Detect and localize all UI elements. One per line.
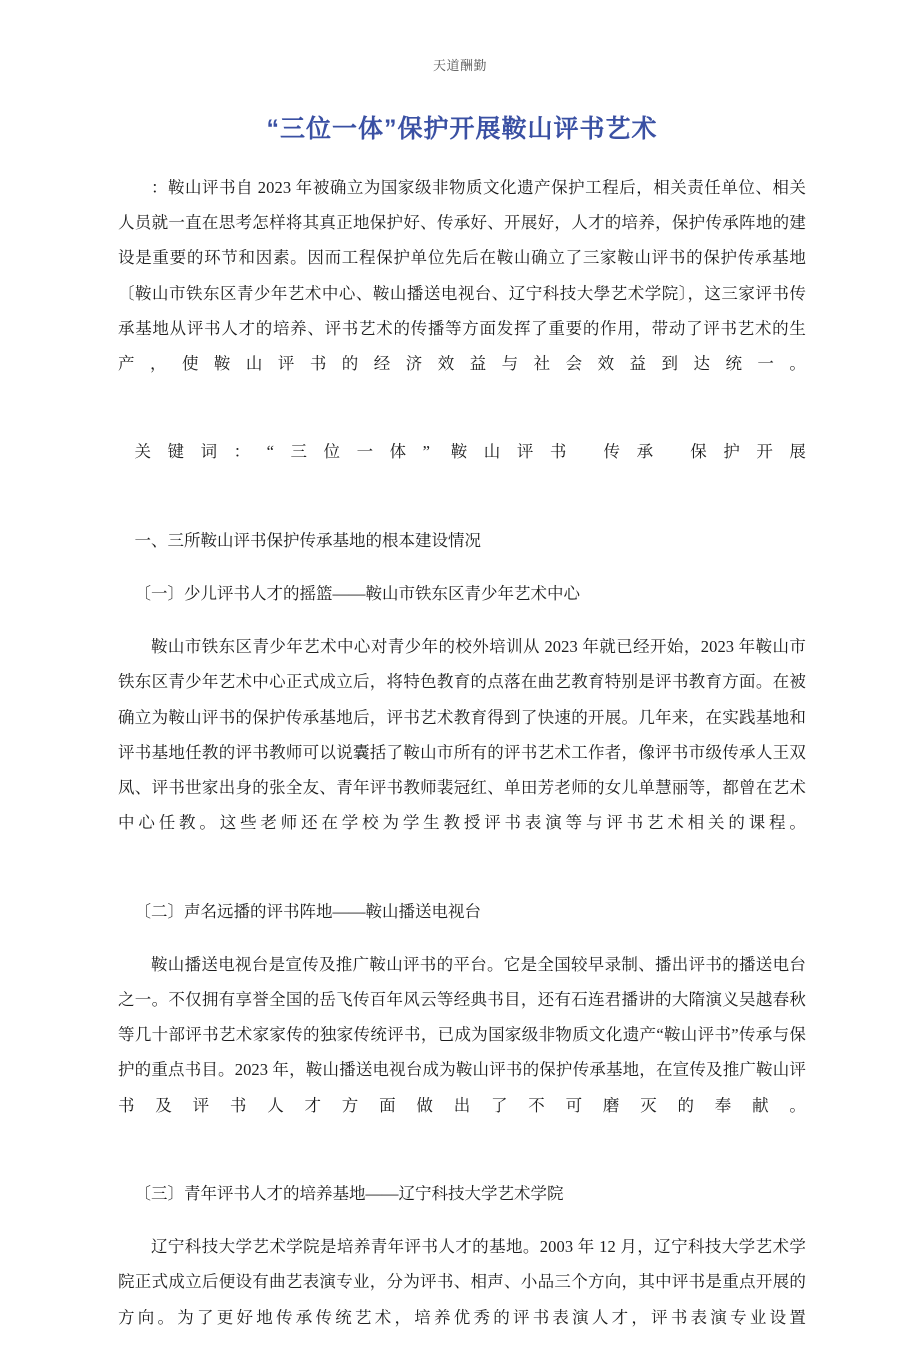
subsection-heading-1: 〔一〕少儿评书人才的摇篮——鞍山市铁东区青少年艺术中心 <box>134 584 580 604</box>
body-paragraph-1: 鞍山市铁东区青少年艺术中心对青少年的校外培训从 2023 年就已经开始，2023 年鞍山市铁东区青少年艺术中心正式成立后，将特色教育的点落在曲艺教育特别是评书教育方面。在被确立为鞍山评书的保护传承基地后，评书艺术教育得到了快速的开展。几年来，在实践基地和评书基地任教的评书教师可以说囊括了鞍山市所有的评书艺术工作者，像评书市级传承人王双凤、评书世家出身的张全友、青年评书教师裴冠红、单田芳老师的女儿单慧丽等，都曾在艺术中心任教。这些老师还在学校为学生教授评书表演等与评书艺术相关的课程。 <box>118 637 806 833</box>
document-content <box>118 112 806 1370</box>
body-paragraph-2: 鞍山播送电视台是宣传及推广鞍山评书的平台。它是全国较早录制、播出评书的播送电台之一。不仅拥有享誉全国的岳飞传百年风云等经典书目，还有石连君播讲的大隋演义吴越春秋等几十部评书艺术家家传的独家传统评书，已成为国家级非物质文化遗产“鞍山评书”传承与保护的重点书目。2023 年，鞍山播送电视台成为鞍山评书的保护传承基地，在宣传及推广鞍山评书及评书人才方面做出了不可磨灭的奉献。 <box>118 954 806 1115</box>
page-title: “三位一体”保护开展鞍山评书艺术 <box>266 115 658 143</box>
running-header: 天道酬勤 <box>432 58 487 73</box>
subsection-heading-2: 〔二〕声名远播的评书阵地——鞍山播送电视台 <box>134 901 481 921</box>
section-heading-1: 一、三所鞍山评书保护传承基地的根本建设情况 <box>134 530 481 550</box>
abstract-paragraph: ：鞍山评书自 2023 年被确立为国家级非物质文化遗产保护工程后，相关责任单位、相关人员就一直在思考怎样将其真正地保护好、传承好、开展好，人才的培养，保护传承阵地的建设是重要的环节和因素。因而工程保护单位先后在鞍山确立了三家鞍山评书的保护传承基地〔鞍山市铁东区青少年艺术中心、鞍山播送电视台、辽宁科技大學艺术学院〕，这三家评书传承基地从评书人才的培养、评书艺术的传播等方面发挥了重要的作用，带动了评书艺术的生产，使鞍山评书的经济效益与社会效益到达统一。 <box>118 178 806 374</box>
keywords-line: 关键词：“三位一体” 鞍山评书 传承 保护开展 <box>134 442 806 462</box>
body-paragraph-3: 辽宁科技大学艺术学院是培养青年评书人才的基地。2003 年 12 月，辽宁科技大学艺术学院正式成立后便设有曲艺表演专业，分为评书、相声、小品三个方向，其中评书是重点开展的方向。为了更好地传承传统艺术，培养优秀的评书表演人才，评书表演专业设置 <box>118 1237 806 1327</box>
subsection-heading-3: 〔三〕青年评书人才的培养基地——辽宁科技大学艺术学院 <box>134 1184 564 1204</box>
